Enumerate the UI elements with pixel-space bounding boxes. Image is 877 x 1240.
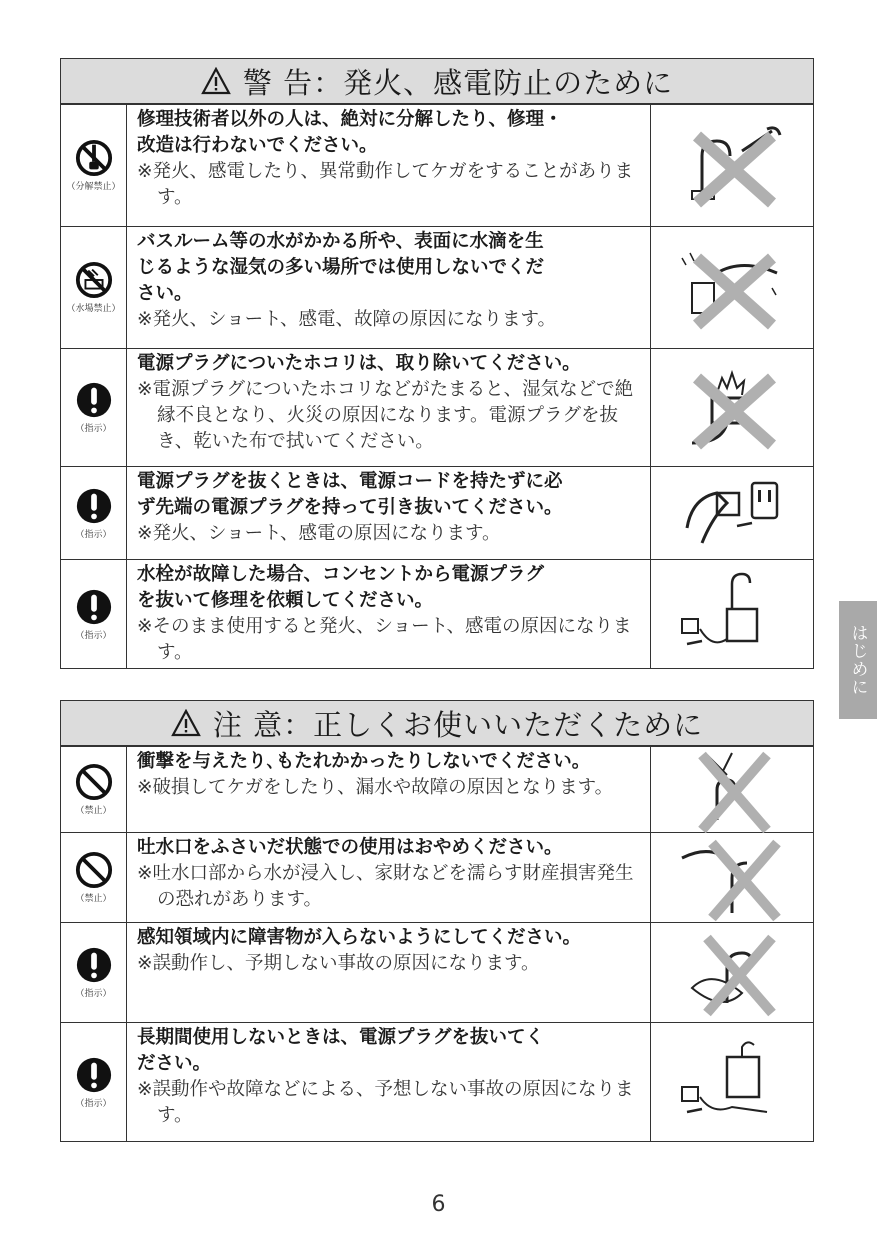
row-note: ※発火、ショート、感電の原因になります。 xyxy=(137,523,501,544)
warning-box xyxy=(60,58,814,669)
icon-caption: （水場禁止） xyxy=(66,304,121,314)
instruction-exclamation-icon xyxy=(75,588,113,626)
icon-caption: （指示） xyxy=(75,424,112,434)
prohibition-icon xyxy=(75,851,113,889)
caution-box xyxy=(60,700,814,1142)
no-wet-area-icon xyxy=(75,261,113,299)
warning-row xyxy=(61,104,813,226)
caution-header xyxy=(61,701,813,746)
row-main-text: 電源プラグを抜くときは、電源コードを持たずに必 xyxy=(137,471,563,492)
warning-row xyxy=(61,348,813,466)
row-note: ※電源プラグについたホコリなどがたまると、湿気などで絶縁不良となり、火災の原因になります。電源プラグを抜き、乾いた布で拭いてください。 xyxy=(137,379,634,452)
row-main-text: 長期間使用しないときは、電源プラグを抜いてく xyxy=(137,1027,545,1048)
warning-row xyxy=(61,559,813,668)
warning-triangle-icon xyxy=(171,709,201,737)
row-main-text: 電源プラグについたホコリは、取り除いてください。 xyxy=(137,353,581,374)
hand-unplug-illustration xyxy=(672,468,792,558)
warning-title: 警 告：発火、感電防止のために xyxy=(242,65,674,100)
row-main-text: 修理技術者以外の人は、絶対に分解したり、修理・ xyxy=(137,109,563,130)
sensor-obstacle-illustration xyxy=(672,928,792,1018)
warning-header xyxy=(61,59,813,104)
icon-caption: （指示） xyxy=(75,529,112,540)
faucet-wrench-illustration xyxy=(672,121,792,211)
row-note: ※誤動作し、予期しない事故の原因になります。 xyxy=(137,953,540,974)
row-main-text: ださい。 xyxy=(137,1053,212,1074)
row-main-text: ず先端の電源プラグを持って引き抜いてください。 xyxy=(137,497,563,518)
instruction-exclamation-icon xyxy=(75,1056,113,1094)
row-main-text: 改造は行わないでください。 xyxy=(137,135,378,156)
row-note: ※発火、ショート、感電、故障の原因になります。 xyxy=(137,309,556,330)
chapter-side-tab[interactable]: はじめに xyxy=(839,601,877,719)
row-main-text: 衝撃を与えたり､もたれかかったりしないでください。 xyxy=(137,751,591,772)
caution-row xyxy=(61,832,813,922)
row-note: ※発火、感電したり、異常動作してケガをすることがあります。 xyxy=(137,161,634,208)
page-number: 6 xyxy=(431,1192,446,1217)
row-main-text: バスルーム等の水がかかる所や、表面に水滴を生 xyxy=(137,231,544,252)
row-main-text: 水栓が故障した場合、コンセントから電源プラグ xyxy=(137,564,545,585)
instruction-exclamation-icon xyxy=(75,946,113,984)
prohibition-icon xyxy=(75,763,113,801)
row-main-text: さい。 xyxy=(137,283,193,304)
row-note: ※吐水口部から水が浸入し、家財などを濡らす財産損害発生の恐れがあります。 xyxy=(137,863,634,910)
faucet-unit-unplug-illustration xyxy=(672,569,792,659)
icon-caption: （禁止） xyxy=(75,806,112,816)
warning-row xyxy=(61,466,813,559)
instruction-exclamation-icon xyxy=(75,381,113,419)
unit-unplug-illustration xyxy=(672,1037,792,1127)
dusty-plug-illustration xyxy=(672,363,792,453)
warning-triangle-icon xyxy=(201,67,231,95)
caution-title: 注 意：正しくお使いいただくために xyxy=(212,707,704,742)
row-note: ※誤動作や故障などによる、予想しない事故の原因になります。 xyxy=(137,1079,634,1126)
icon-caption: （指示） xyxy=(75,989,112,999)
no-disassembly-icon xyxy=(75,139,113,177)
row-main-text: じるような湿気の多い場所では使用しないでくだ xyxy=(137,257,545,278)
row-main-text: 吐水口をふさいだ状態での使用はおやめください。 xyxy=(137,837,563,858)
instruction-exclamation-icon xyxy=(75,487,113,525)
warning-row xyxy=(61,226,813,348)
row-main-text: 感知領域内に障害物が入らないようにしてください。 xyxy=(137,927,582,948)
icon-caption: （指示） xyxy=(75,1098,112,1109)
caution-row xyxy=(61,746,813,832)
blocked-spout-illustration xyxy=(672,833,792,923)
caution-row xyxy=(61,922,813,1022)
bathroom-unit-illustration xyxy=(672,243,792,333)
icon-caption: （指示） xyxy=(75,630,112,641)
icon-caption: （分解禁止） xyxy=(66,182,121,192)
row-main-text: を抜いて修理を依頼してください。 xyxy=(137,590,434,611)
row-note: ※そのまま使用すると発火、ショート、感電の原因になります。 xyxy=(137,616,632,663)
icon-caption: （禁止） xyxy=(75,894,112,904)
caution-row xyxy=(61,1022,813,1141)
faucet-impact-illustration xyxy=(672,745,792,835)
row-note: ※破損してケガをしたり、漏水や故障の原因となります。 xyxy=(137,777,614,798)
